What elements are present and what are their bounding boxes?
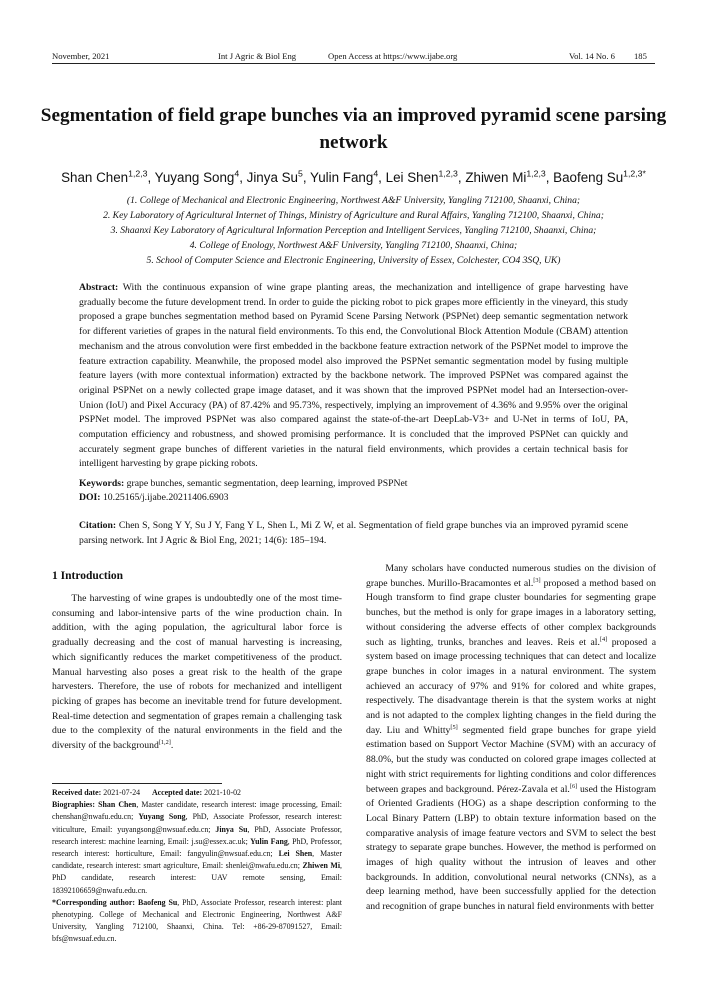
- header-journal: Int J Agric & Biol Eng: [218, 51, 297, 61]
- author: Yulin Fang$^4$: [310, 168, 379, 185]
- affiliations: [40, 193, 667, 268]
- citation: Citation: Chen S, Song Y Y, Su J Y, Fang Y L, Shen L, Mi Z W, et al. Segmentation of field grape bunches via an improved pyramid scene parsing network. Int J Agric & Biol Eng, 2021; 14(6): 185–194.: [79, 520, 628, 546]
- header-page-number: 185: [634, 51, 647, 61]
- affiliation-line: 5. School of Computer Science and Electronic Engineering, University of Essex, Colchester, CO4 3SQ, UK): [146, 255, 561, 266]
- header-volume: Vol. 14 No. 6: [569, 51, 615, 61]
- author: Zhiwen Mi$^{1,2,3}$: [465, 168, 546, 185]
- affiliation-line: 2. Key Laboratory of Agricultural Internet of Things, Ministry of Agriculture and Rural Affairs, Yangling 712100, Shaanxi, China;: [103, 210, 604, 221]
- affiliation-line: 4. College of Enology, Northwest A&F University, Yangling 712100, Shaanxi, China;: [189, 240, 518, 251]
- paragraph: The harvesting of wine grapes is undoubtedly one of the most time-consuming and labor-intensive parts of the wine production chain. In addition, with the aging population, the agricultural labor force is gradually decreasing and the cost of manual harvesting is increasing, which significantly reduces the market competitiveness of the product. Manual harvesting also poses a great risk to the health of the grape harvesters. Therefore, the use of robots for mechanized and intelligent picking of grapes has become an inevitable trend for future development. Real-time detection and segmentation of grapes remain a challenging task due to the complexity of the natural environments in the field and the diversity of the background[1,2].: [52, 593, 342, 752]
- reference-link[interactable]: [6]: [569, 782, 578, 790]
- paragraph: Many scholars have conducted numerous studies on the division of grape bunches. Murillo-Bracamontes et al.[3] proposed a method based on Hough transform to find grape cluster boundaries for segmenting grape bunches, but the method is only for grape images in a laboratory setting, without considering the adverse effects of other complex backgrounds such as lighting, trunks, branches and leaves. Reis et al.[4] proposed a system based on image processing techniques that can detect and localize grape bunches in color images in a natural environment. The system achieved an accuracy of 97% and 91% for colored and white grapes, respectively. The disadvantage therein is that the system works at night and is not adapted to the complex lighting changes in the field during the day. Liu and Whitty[5] segmented field grape bunches for grape yield estimation based on Support Vector Machine (SVM) with an accuracy of 88.0%, but the study was conducted on colored grape images collected at night with strict requirements for lighting conditions and color differences between grapes and background. Pérez-Zavala et al.[6] used the Histogram of Oriented Gradients (HOG) as a shape description conforming to the Local Binary Pattern (LBP) to obtain texture information based on the comparative analysis of image feature vectors and SVM to select the best strategy to separate grape bunches. However, the method is performed on images of high quality without the intrusion of leaves and other backgrounds. In addition, convolutional neural networks (CNNs), as a deep learning method, have been successfully applied for the detection and recognition of grape bunches in natural field environments with better: [366, 563, 656, 913]
- author: Shan Chen$^{1,2,3}$: [61, 168, 148, 185]
- header-date: November, 2021: [52, 51, 110, 61]
- header-access: Open Access at https://www.ijabe.org: [328, 51, 458, 61]
- reference-link[interactable]: [1,2]: [158, 738, 171, 746]
- reference-link[interactable]: [4]: [599, 635, 608, 643]
- left-column: [52, 592, 342, 754]
- keywords: Keywords: grape bunches, semantic segmentation, deep learning, improved PSPNet: [79, 478, 408, 489]
- author: Jinya Su$^5$: [246, 168, 303, 185]
- reference-link[interactable]: [3]: [533, 576, 541, 584]
- reference-link[interactable]: [5]: [450, 723, 458, 731]
- affiliation-line: 3. Shaanxi Key Laboratory of Agricultural Information Perception and Intelligent Services, Yangling 712100, Shaanxi, China;: [110, 225, 597, 236]
- right-column: [366, 562, 656, 915]
- doi: DOI: 10.25165/j.ijabe.20211406.6903: [79, 492, 229, 503]
- author: Baofeng $Su^{1,2,3*}$: [553, 168, 646, 185]
- author: Yuyang Song$^4$: [154, 168, 240, 185]
- abstract-label: Abstract:: [79, 282, 119, 293]
- author: Lei Shen$^{1,2,3}$: [385, 168, 458, 185]
- header-rule: [52, 63, 655, 64]
- affiliation-line: (1. College of Mechanical and Electronic Engineering, Northwest A&F University, Yangling 712100, Shaanxi, China;: [126, 195, 581, 206]
- abstract: [79, 281, 628, 472]
- section-heading: 1 Introduction: [52, 570, 124, 582]
- footnote-rule: [52, 783, 222, 784]
- paper-title: Segmentation of field grape bunches via an improved pyramid scene parsing network: [40, 105, 667, 153]
- author-list: Shan Chen$^{1,2,3}$, Yuyang Song$^4$, Jinya Su$^5$, Yulin Fang$^4$, Lei Shen$^{1,2,3}$, Zhiwen Mi$^{1,2,3}$, Baofeng $Su^{1,2,3*}$: [61, 168, 646, 185]
- abstract-text: With the continuous expansion of wine grape planting areas, the mechanization and intelligence of grape harvesting have gradually become the future development trend. In order to guide the picking robot to pick grapes more efficiently in the vineyard, this study proposed a grape bunches segmentation method based on Pyramid Scene Parsing Network (PSPNet) deep semantic segmentation network for different varieties of grapes in the natural field environments. To this end, the Convolutional Block Attention Module (CBAM) attention mechanism and the atrous convolution were first embedded in the backbone feature extraction network of the PSPNet model to improve the feature extraction capability. Meanwhile, the proposed model also improved the PSPNet semantic segmentation model by fusing multiple feature layers (with more contextual information) extracted by the backbone network. The improved PSPNet was compared against the original PSPNet on a newly collected grape image dataset, and it was shown that the improved PSPNet model had an Intersection-over-Union (IoU) and Pixel Accuracy (PA) of 87.42% and 95.73%, respectively, implying an improvement of 4.36% and 9.95% over the original PSPNet model. The improved PSPNet was also compared against the state-of-the-art DeepLab-V3+ and U-Net in terms of IoU, PA, computation efficiency and robustness, and showed promising performance. It is concluded that the improved PSPNet can quickly and accurately segment grape bunches of different varieties in the natural field environments, which provides a certain technical basis for intelligent harvesting by grape picking robots.: [79, 282, 629, 470]
- footnotes: Received date: 2021-07-24 Accepted date: 2021-10-02 Biographies: Shan Chen, Master candidate, research interest: image processing, Email: chenshan@nwafu.edu.cn; Yuyang Song, PhD, Associate Professor, research interest: viticulture, Email: yuyangsong@nwsuaf.edu.cn; Jinya Su, PhD, Associate Professor, research interest: machine learning, Email: j.su@essex.ac.uk; Yulin Fang, PhD, Professor, research interest: horticulture, Email: fangyulin@nwsuaf.edu.cn; Lei Shen, Master candidate, research interest: smart agriculture, Email: shenlei@nwafu.edu.cn; Zhiwen Mi, PhD candidate, research interest: UAV remote sensing, Email: 18392106659@nwafu.edu.cn. *Corresponding author: Baofeng Su, PhD, Associate Professor, research interest: plant phenotyping. College of Mechanical and Electronic Engineering, Northwest A&F University, Yangling 712100, Shaanxi, China. Tel: +86-29-87091527, Email: bfs@nwsuaf.edu.cn.: [52, 788, 343, 944]
